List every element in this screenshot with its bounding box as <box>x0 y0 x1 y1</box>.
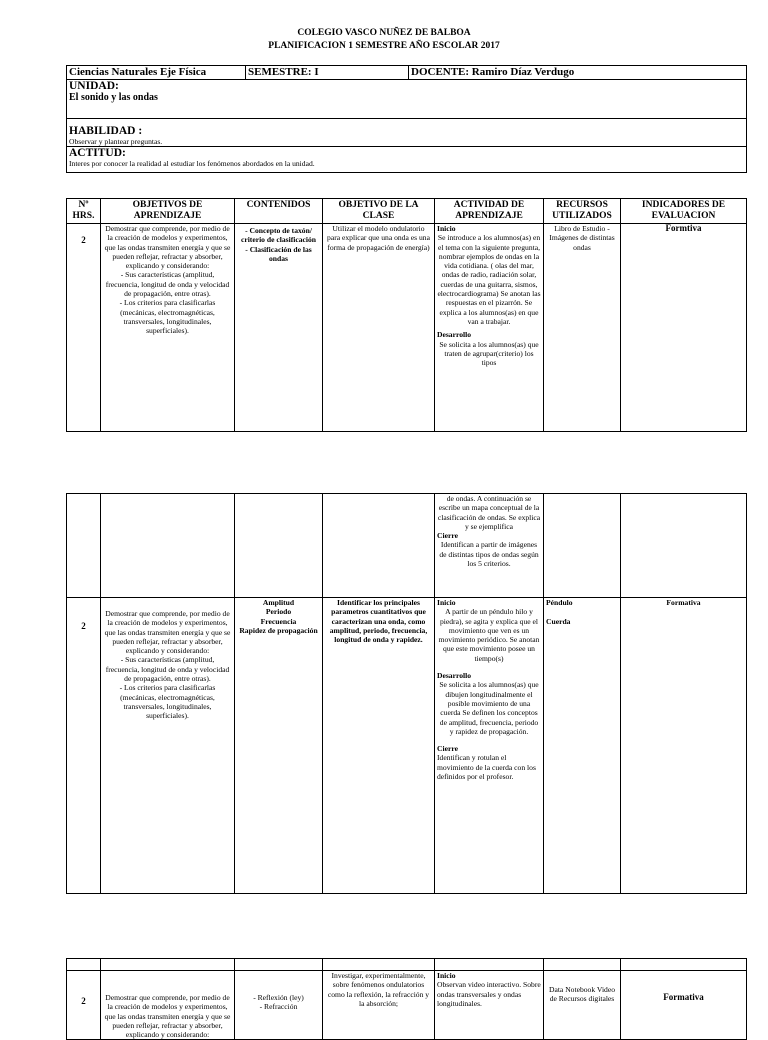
cierre-label: Cierre <box>437 531 458 541</box>
teacher-cell: DOCENTE: Ramiro Díaz Verdugo <box>409 66 747 80</box>
empty-cell <box>67 494 101 598</box>
hrs-cell: 2 <box>67 224 101 432</box>
cierre-text: Identifican a partir de imágenes de distintas tipos de ondas según los 5 criterios. <box>439 540 539 569</box>
objective-cell <box>101 598 235 894</box>
empty-cell <box>621 959 747 971</box>
contenido-item: - Clasificación de las ondas <box>245 244 312 263</box>
indicador-cell: Formtiva <box>621 224 747 432</box>
col-header-hrs: Nº HRS. <box>67 199 101 224</box>
planning-table-3 <box>66 958 747 1040</box>
habilidad-value: Observar y plantear preguntas. <box>69 137 163 146</box>
actividad-cell <box>435 224 544 432</box>
objective-intro: Demostrar que comprende, por medio de la creación de modelos y experimentos, que las ondas transmiten energía y que se pueden reflejar, refractar y absorber, explicando y considerando: <box>104 609 231 656</box>
contenidos-cell <box>235 598 323 894</box>
objective-cell <box>101 224 235 432</box>
empty-cell <box>67 959 101 971</box>
unidad-value: El sonido y las ondas <box>69 92 158 103</box>
empty-cell <box>323 494 435 598</box>
empty-cell <box>101 494 235 598</box>
plan-title: PLANIFICACION 1 SEMESTRE AÑO ESCOLAR 2017 <box>268 41 500 51</box>
contenido-item: - Refracción <box>259 1002 298 1012</box>
planning-table-2 <box>66 493 747 894</box>
col-header-indicadores: INDICADORES DE EVALUACION <box>621 199 747 224</box>
empty-cell <box>323 959 435 971</box>
inicio-text: A partir de un péndulo hilo y piedra), se agita y explica que el movimiento que ven es un movimiento periódico. Se anotan que este movimiento posee un tiempo(s) <box>438 607 540 663</box>
planning-table-1 <box>66 198 747 432</box>
contenidos-cell <box>235 971 323 1040</box>
objetivo-clase-cell: Investigar, experimentalmente, sobre fenómenos ondulatorios como la reflexión, la refracción y la absorción; <box>323 971 435 1040</box>
objective-intro: Demostrar que comprende, por medio de la creación de modelos y experimentos, que las ondas transmiten energía y que se pueden reflejar, refractar y absorber, explicando y considerando: <box>104 224 231 271</box>
recursos-cell: Libro de Estudio -Imágenes de distintas ondas <box>544 224 621 432</box>
actividad-cell <box>435 971 544 1040</box>
contenido-item: - Concepto de taxón/ criterio de clasificación <box>240 226 317 245</box>
cierre-label: Cierre <box>437 744 458 754</box>
indicador-cell: Formativa <box>621 598 747 894</box>
empty-cell <box>544 959 621 971</box>
empty-cell <box>544 494 621 598</box>
unidad-label: UNIDAD: <box>69 80 119 92</box>
empty-cell <box>435 959 544 971</box>
inicio-text: Observan video interactivo. Sobre ondas transversales y ondas longitudinales. <box>437 980 541 1008</box>
cierre-text: Identifican y rotulan el movimiento de la cuerda con los definidos por el profesor. <box>437 753 536 782</box>
col-header-objetivos: OBJETIVOS DE APRENDIZAJE <box>101 199 235 224</box>
empty-cell <box>101 959 235 971</box>
contenido-item: Rapidez de propagación <box>239 625 318 635</box>
actitud-cell <box>67 147 747 173</box>
empty-cell <box>235 959 323 971</box>
actividad-cell <box>435 598 544 894</box>
objective-bullet: - Sus características (amplitud, frecuencia, longitud de onda y velocidad de propagación, entre otras). <box>105 270 230 299</box>
objetivo-clase-cell: Identificar los principales parametros cuantitativos que caracterizan una onda, como amplitud, periodo, frecuencia, longitud de onda y rapidez. <box>323 598 435 894</box>
table-row <box>67 598 747 894</box>
inicio-label: Inicio <box>437 971 456 980</box>
recursos-cell: Data Notebook Video de Recursos digitales <box>544 971 621 1040</box>
contenido-item: Periodo <box>265 607 292 617</box>
objective-bullet: - Los criterios para clasificarlas (mecánicas, electromagnéticas, transversales, longitudinales, superficiales). <box>119 683 216 721</box>
subject-cell: Ciencias Naturales Eje Física <box>67 66 246 80</box>
actividad-cell <box>435 494 544 598</box>
table-row <box>67 224 747 432</box>
inicio-text: Se introduce a los alumnos(as) en el tema con la siguiente pregunta, nombrar ejemplos de ondas en la vida cotidiana. ( olas del mar, ondas de radio, radiación solar, cuerdas de una guitarra, sismos, electrocardiograma) Se anotan las respuestas en el pizarrón. Se explica a los alumnos(as) en que van a trabajar. <box>437 233 541 326</box>
desarrollo-text: Se solicita a los alumnos(as) que dibujen longitudinalmente el posible movimiento de una cuerda Se definen los conceptos de amplitud, frecuencia, periodo y rapidez de propagación. <box>439 680 539 736</box>
habilidad-cell <box>67 119 747 147</box>
semester-cell: SEMESTRE: I <box>246 66 409 80</box>
col-header-recursos: RECURSOS UTILIZADOS <box>544 199 621 224</box>
contenido-item: Amplitud <box>262 598 295 607</box>
desarrollo-label: Desarrollo <box>437 330 472 340</box>
recurso-item: Cuerda <box>546 617 571 627</box>
contenido-item: - Reflexión (ley) <box>253 993 304 1002</box>
recursos-cell <box>544 598 621 894</box>
objective-cell <box>101 971 235 1040</box>
hrs-cell: 2 <box>67 971 101 1040</box>
desarrollo-text: Se solicita a los alumnos(as) que traten de agrupar(criterio) los tipos <box>439 339 539 368</box>
indicador-cell: Formativa <box>621 971 747 1040</box>
continuation-text: de ondas. A continuación se escribe un mapa conceptual de la clasificación de ondas. Se explica y se ejemplifica <box>437 494 541 531</box>
unidad-cell <box>67 80 747 119</box>
habilidad-label: HABILIDAD : <box>69 125 143 137</box>
table-row <box>67 494 747 598</box>
recurso-item: Péndulo <box>546 598 573 607</box>
contenido-item: Frecuencia <box>260 616 297 626</box>
col-header-contenidos: CONTENIDOS <box>235 199 323 224</box>
actitud-label: ACTITUD: <box>69 147 126 159</box>
objective-intro: Demostrar que comprende, por medio de la creación de modelos y experimentos, que las ondas transmiten energía y que se pueden reflejar, refractar y absorber, explicando y considerando: <box>104 993 231 1040</box>
table-row <box>67 971 747 1040</box>
info-table <box>66 65 747 173</box>
contenidos-cell <box>235 224 323 432</box>
inicio-label: Inicio <box>437 224 456 233</box>
empty-cell <box>235 494 323 598</box>
actitud-value: Interes por conocer la realidad al estudiar los fenómenos abordados en la unidad. <box>69 159 315 168</box>
desarrollo-label: Desarrollo <box>437 671 472 681</box>
objective-bullet: - Sus características (amplitud, frecuencia, longitud de onda y velocidad de propagación, entre otras). <box>105 655 230 684</box>
objective-bullet: - Los criterios para clasificarlas (mecánicas, electromagnéticas, transversales, longitudinales, superficiales). <box>119 298 216 336</box>
empty-cell <box>621 494 747 598</box>
hrs-cell: 2 <box>67 598 101 894</box>
inicio-label: Inicio <box>437 598 456 607</box>
objetivo-clase-cell: Utilizar el modelo ondulatorio para explicar que una onda es una forma de propagación de energía) <box>323 224 435 432</box>
col-header-actividad: ACTIVIDAD DE APRENDIZAJE <box>435 199 544 224</box>
col-header-objetivo-clase: OBJETIVO DE LA CLASE <box>323 199 435 224</box>
school-name: COLEGIO VASCO NUÑEZ DE BALBOA <box>297 28 471 38</box>
table-row <box>67 959 747 971</box>
